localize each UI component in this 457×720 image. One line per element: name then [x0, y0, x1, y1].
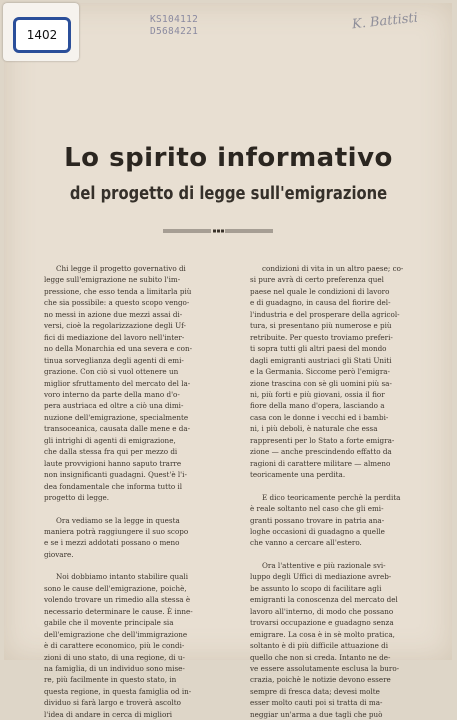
text-line: tura, si presentano più numerose e più: [250, 321, 392, 331]
paragraph: [250, 263, 432, 481]
text-line: voro interno da parte della mano d'o-: [44, 389, 180, 399]
text-line: si pure avrà di certo preferenza quel: [250, 275, 384, 285]
text-line: laute provvigioni hanno saputo trarre: [44, 458, 182, 468]
text-line: versi, cioè la regolarizzazione degli Uf-: [44, 321, 186, 331]
text-line: crazia, poichè le notizie devono essere: [250, 675, 391, 685]
paragraph: [44, 263, 226, 504]
text-line: fici di mediazione del lavoro nell'inter-: [44, 332, 185, 342]
text-line: no della Monarchia ed una severa e con-: [44, 344, 193, 354]
ornament-divider: [163, 228, 273, 234]
text-line: miglior sfruttamento del mercato del la-: [44, 378, 191, 388]
inventory-line-2: D5684221: [150, 26, 199, 37]
text-line: emigrare. La cosa è in sè molto pratica,: [250, 629, 395, 639]
text-line: zione trascina con sè gli uomini più sa-: [250, 378, 392, 388]
text-line: e di guadagno, in causa del fiorire del-: [250, 298, 391, 308]
text-line: be assunto lo scopo di facilitare agli: [250, 583, 382, 593]
text-line: nuzione dell'emigrazione, specialmente: [44, 412, 189, 422]
handwritten-signature: K. Battisti: [351, 10, 419, 33]
text-line: dea fondamentale che informa tutto il: [44, 481, 183, 491]
text-line: e la Germania. Siccome però l'emigra-: [250, 367, 390, 377]
text-line: pera austriaca ed oltre a ciò una dimi-: [44, 401, 184, 411]
text-line: luppo degli Uffici di mediazione avreb-: [250, 572, 392, 582]
text-line: gabile che il movente principale sia: [44, 618, 174, 628]
text-line: pressione, che esso tenda a limitarla più: [44, 286, 192, 296]
text-line: dividuo si farà largo e troverà ascolto: [44, 698, 181, 708]
text-line: emigranti la conoscenza del mercato del: [250, 595, 398, 605]
text-line: necessario determinare le cause. È inne-: [44, 606, 193, 616]
text-line: zione — anche prescindendo effatto da: [250, 447, 392, 457]
paragraph: [44, 571, 226, 720]
paragraph: [250, 560, 432, 720]
text-line: è di carattere economico, più le condi-: [44, 641, 185, 651]
text-line: Ora l'attentive e più razionale svi-: [262, 560, 386, 570]
text-line: neggiar un'arma a due tagli che può: [250, 709, 383, 719]
text-line: ni, i più deboli, è naturale che essa: [250, 424, 378, 434]
text-line: paese nel quale le condizioni di lavoro: [250, 286, 390, 296]
catalog-sticker: [3, 3, 79, 61]
inventory-line-1: KS104112: [150, 14, 199, 25]
text-line: teoricamente una perdita.: [250, 470, 346, 480]
paragraph: [44, 515, 226, 561]
text-line: giovare.: [44, 549, 74, 559]
text-line: che sia possibile: a questo scopo vengo-: [44, 298, 190, 308]
text-line: gli intrighi di agenti di emigrazione,: [44, 435, 176, 445]
text-line: l'industria e del prosperare della agricol-: [250, 309, 400, 319]
text-line: re, più facilmente in questo stato, in: [44, 675, 177, 685]
text-line: condizioni di vita in un altro paese; co-: [262, 264, 404, 273]
text-line: ve essere assolutamente esclusa la buro-: [250, 663, 400, 673]
text-line: fiore della mano d'opera, lasciando a: [250, 401, 385, 411]
text-line: che vanno a cercare all'estero.: [250, 538, 362, 548]
text-line: tinua sorveglianza degli agenti di emi-: [44, 355, 184, 365]
text-line: granti possano trovare in patria ana-: [250, 515, 385, 525]
text-line: l'idea di andare in cerca di migliori: [44, 709, 173, 719]
text-line: legge sull'emigrazione ne subito l'im-: [44, 275, 181, 285]
right-text-column: [250, 263, 432, 720]
paragraph: [250, 492, 432, 549]
catalog-number: 1402: [13, 17, 71, 53]
article-title: Lo spirito informativo: [64, 143, 393, 173]
text-line: maniera potrà raggiungere il suo scopo: [44, 526, 189, 536]
text-line: Noi dobbiamo intanto stabilire quali: [56, 572, 189, 582]
text-line: e se i mezzi addotati possano o meno: [44, 538, 180, 548]
text-line: retribuite. Per questo troviamo preferi-: [250, 332, 393, 342]
text-line: che dalla stessa fra qui per mezzo di: [44, 447, 178, 457]
text-line: volendo trovare un rimedio alla stessa è: [44, 595, 191, 605]
text-line: progetto di legge.: [44, 493, 110, 503]
text-line: non insignificanti guadagni. Quest'è l'i-: [44, 470, 187, 480]
text-line: sono le cause dell'emigrazione, poichè,: [44, 583, 187, 593]
text-line: Ora vediamo se la legge in questa: [56, 515, 180, 525]
text-line: ragioni di carattere militare — almeno: [250, 458, 391, 468]
text-line: sempre di fresca data; devesi molte: [250, 686, 380, 696]
text-line: Chi legge il progetto governativo di: [56, 264, 186, 273]
text-line: quello che non si creda. Intanto ne de-: [250, 652, 391, 662]
text-line: soltanto è di più difficile attuazione di: [250, 641, 389, 651]
text-line: zioni di uno stato, di una regione, di u-: [44, 652, 185, 662]
text-line: loghe occasioni di guadagno a quelle: [250, 526, 385, 536]
text-line: è reale soltanto nel caso che gli emi-: [250, 504, 384, 514]
text-line: no messi in azione due mezzi assai di-: [44, 309, 183, 319]
text-line: dagli emigranti austriaci gli Stati Uniti: [250, 355, 392, 365]
text-line: dell'emigrazione che dell'immigrazione: [44, 629, 188, 639]
text-line: ni, più forti e più giovani, ossia il fior: [250, 389, 385, 399]
text-line: trovarsi occupazione e guadagno senza: [250, 618, 394, 628]
text-line: transoceanica, causata dalle mene e da-: [44, 424, 191, 434]
text-line: na famiglia, di un individuo sono mise-: [44, 663, 185, 673]
text-line: casa con le donne i vecchi ed i bambi-: [250, 412, 389, 422]
text-line: E dico teoricamente perchè la perdita: [262, 492, 401, 502]
text-line: ti sopra tutti gli altri paesi del mondo: [250, 344, 387, 354]
text-line: questa regione, in questa famiglia od in-: [44, 686, 192, 696]
text-line: esser molto cauti poi si tratta di ma-: [250, 698, 383, 708]
text-line: grazione. Con ciò si vuol ottenere un: [44, 367, 179, 377]
text-line: rappresenti per lo Stato a forte emigra-: [250, 435, 395, 445]
left-text-column: [44, 263, 226, 720]
inventory-stamp: [150, 14, 198, 38]
text-line: lavoro all'interno, di modo che possano: [250, 606, 394, 616]
article-subtitle: del progetto di legge sull'emigrazione: [69, 183, 388, 204]
